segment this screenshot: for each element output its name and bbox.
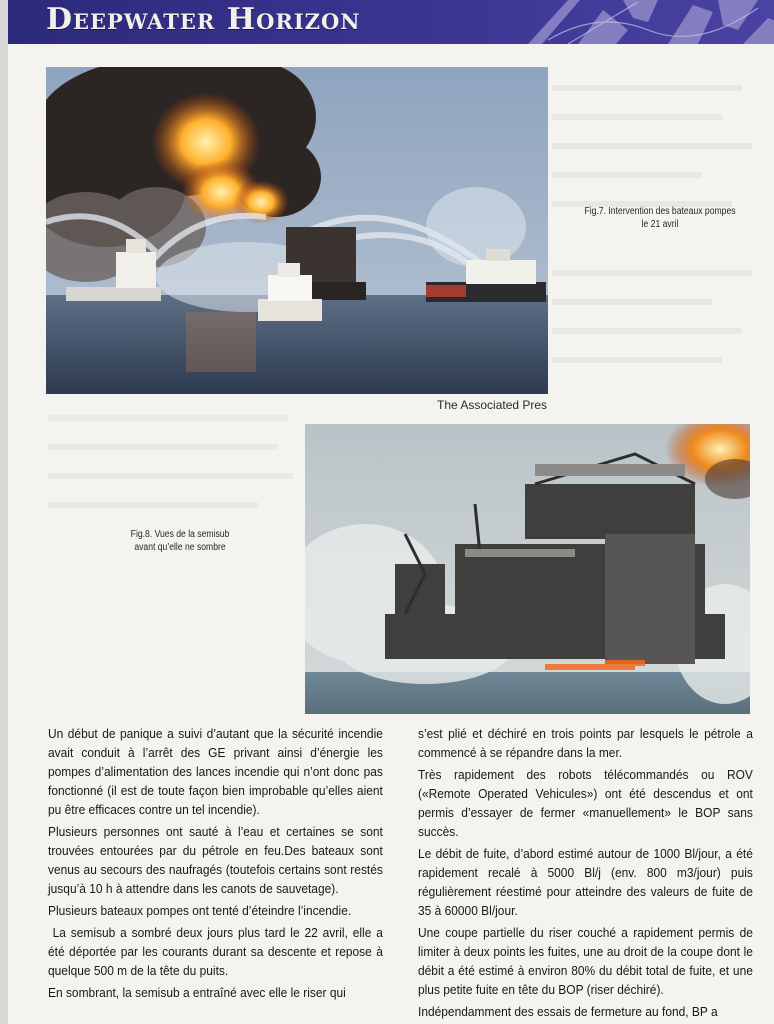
fig8-caption	[94, 528, 266, 554]
body-paragraph: Plusieurs bateaux pompes ont tenté d’éteindre l’incendie.	[48, 903, 352, 918]
body-paragraph: Le débit de fuite, d’abord estimé autour de 1000 Bl/jour, a été rapidement recalé à 5000 Bl/j (env. 800 m3/jour) puis régulièrement réestimé pour atteindre des valeurs de fuite de 35 à 60000 Bl/jour.	[418, 846, 753, 918]
header-band	[8, 0, 774, 44]
body-paragraph: Indépendamment des essais de fermeture au fond, BP a	[418, 1004, 718, 1019]
page-binding-edge	[0, 0, 8, 1024]
fig8-caption-line1: Fig.8. Vues de la semisub	[130, 529, 230, 540]
photo-credit: The Associated Pres	[437, 398, 548, 412]
fig7-caption-line1: Fig.7. Intervention des bateaux pompes	[584, 206, 736, 217]
fig8-caption-line2: avant qu’elle ne sombre	[134, 542, 226, 553]
body-paragraph: La semisub a sombré deux jours plus tard le 22 avril, elle a été déportée par les courants durant sa descente et repose à quelque 500 m de la tête du puits.	[48, 925, 383, 978]
body-paragraph: Très rapidement des robots télécommandés ou ROV («Remote Operated Vehicules») ont été descendus et ont permis d’essayer de fermer «manuellement» le BOP sans succès.	[418, 767, 753, 839]
body-right-column	[418, 724, 753, 1024]
fig7-caption	[574, 205, 746, 231]
header-decoration	[508, 0, 774, 44]
page-title: Deepwater Horizon	[46, 2, 361, 37]
body-left-column	[48, 724, 383, 1005]
fig7-caption-line2: le 21 avril	[641, 219, 679, 230]
show-through-text-left	[48, 400, 298, 510]
fig8-photo	[305, 424, 750, 714]
body-paragraph: s’est plié et déchiré en trois points par lesquels le pétrole a commencé à se répandre dans la mer.	[418, 726, 753, 760]
body-paragraph: En sombrant, la semisub a entraîné avec elle le riser qui	[48, 985, 346, 1000]
body-paragraph: Plusieurs personnes ont sauté à l’eau et certaines se sont trouvées entourées par du pétrole en feu.Des bateaux sont venus au secours des naufragés (toutefois certains sont restés jusqu’à 10 h à attendre dans les canots de sauvetage).	[48, 824, 383, 896]
fig7-photo	[46, 67, 548, 394]
show-through-text	[552, 70, 762, 400]
body-paragraph: Un début de panique a suivi d’autant que la sécurité incendie avait conduit à l’arrêt des GE privant ainsi d’énergie les pompes d’alimentation des lances incendie qui n’ont donc pas fonctionné (il est de toute façon bien improbable qu’elles aient pu être efficaces contre un tel incendie).	[48, 726, 383, 817]
body-paragraph: Une coupe partielle du riser couché a rapidement permis de limiter à deux points les fuites, une au droit de la coupe dont le débit a été estimé à environ 80% du débit total de fuite, et une plus petite fuite en tête du BOP (riser déchiré).	[418, 925, 753, 997]
